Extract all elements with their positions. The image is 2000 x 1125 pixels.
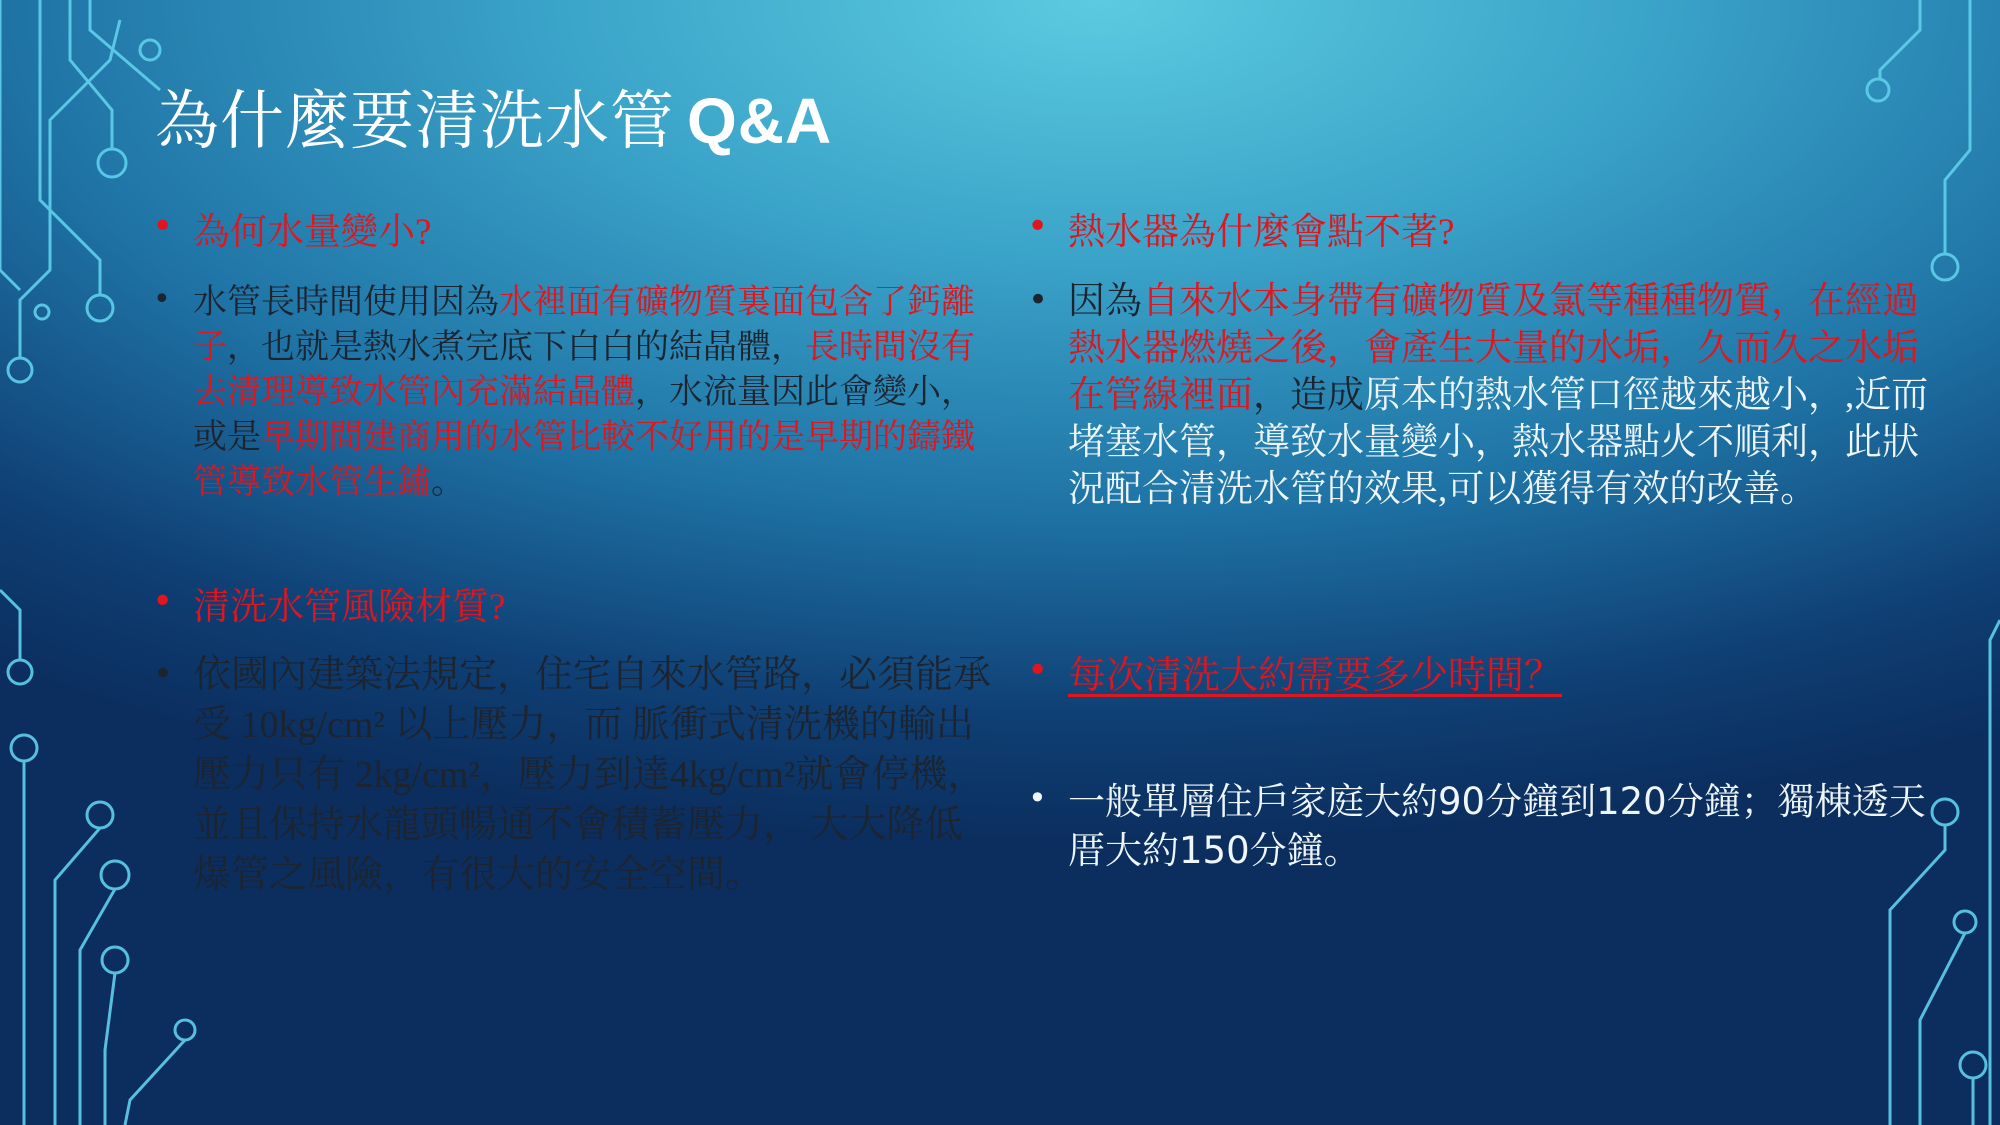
answer-cleaning-time — [1030, 777, 1930, 875]
question-heading: 清洗水管風險材質? — [193, 587, 506, 628]
bullet-dot-icon: • — [1027, 650, 1049, 691]
question-cleaning-risk — [152, 581, 995, 633]
answer-water-heater — [1030, 278, 1930, 513]
answer-text — [1030, 278, 1930, 513]
answer-segment: 因為 — [1068, 281, 1142, 322]
slide-title-qa: Q&A — [687, 85, 833, 157]
circuit-decoration-left — [0, 0, 240, 1125]
bullet-dot-icon: • — [153, 282, 171, 317]
bullet-dot-icon: • — [153, 654, 174, 694]
answer-segment: 水管長時間使用因為 — [193, 284, 499, 321]
answer-why-less-water — [155, 280, 995, 505]
bullet-dot-icon: • — [1028, 280, 1049, 320]
answer-segment: ，也就是熱水煮完底下白白的結晶體， — [227, 329, 805, 366]
answer-segment: 早期間建商用的水管比較不好用的是早期的鑄鐵管導致水管生鏽 — [193, 419, 975, 501]
bullet-dot-icon: • — [1027, 206, 1049, 247]
answer-text: 依國內建築法規定，住宅自來水管路，必須能承受 10kg/cm² 以上壓力，而 脈衝式清洗機的輸出壓力只有 2kg/cm²，壓力到達4kg/cm²就會停機，並且保持水龍頭暢通不會積蓄壓力， 大大降低爆管之風險，有很大的安全空間。 — [193, 654, 992, 896]
question-cleaning-time — [1027, 650, 1930, 702]
answer-text: 一般單層住戶家庭大約90分鐘到120分鐘；獨棟透天厝大約150分鐘。 — [1068, 780, 1926, 872]
answer-segment: 。 — [431, 464, 465, 501]
answer-segment: ，水流量因此會變小，或是 — [193, 374, 975, 456]
bullet-dot-icon: • — [152, 206, 174, 247]
question-heading: 為何水量變小? — [193, 212, 432, 253]
slide-title — [155, 70, 832, 162]
answer-segment: 自來水本身帶有礦物質及氯等種種物質，在經過熱水器燃燒之後，會產生大量的水垢，久而久之水垢在管線裡面 — [1068, 281, 1919, 416]
answer-text — [155, 280, 995, 505]
answer-segment: 長時間沒有去清理導致水管內充滿結晶體 — [193, 329, 975, 411]
circuit-decoration-right — [1820, 0, 2000, 1125]
bullet-dot-icon: • — [152, 581, 174, 622]
question-why-less-water — [152, 206, 995, 258]
slide-title-text: 為什麼要清洗水管 — [155, 85, 675, 159]
question-water-heater — [1027, 206, 1930, 258]
bullet-dot-icon: • — [1028, 779, 1047, 817]
question-heading-link[interactable]: 每次清洗大約需要多少時間？ — [1068, 655, 1563, 697]
answer-segment: 原本的熱水管口徑越來越小，,近而堵塞水管，導致水量變小，熱水器點火不順利，此狀況配合清洗水管的效果,可以獲得有效的改善。 — [1068, 375, 1929, 510]
answer-segment: 水裡面有礦物質裏面包含了鈣離子 — [193, 284, 975, 366]
question-heading: 熱水器為什麼會點不著? — [1068, 212, 1455, 253]
answer-cleaning-risk — [155, 650, 995, 900]
answer-segment: ，造成 — [1253, 375, 1364, 416]
